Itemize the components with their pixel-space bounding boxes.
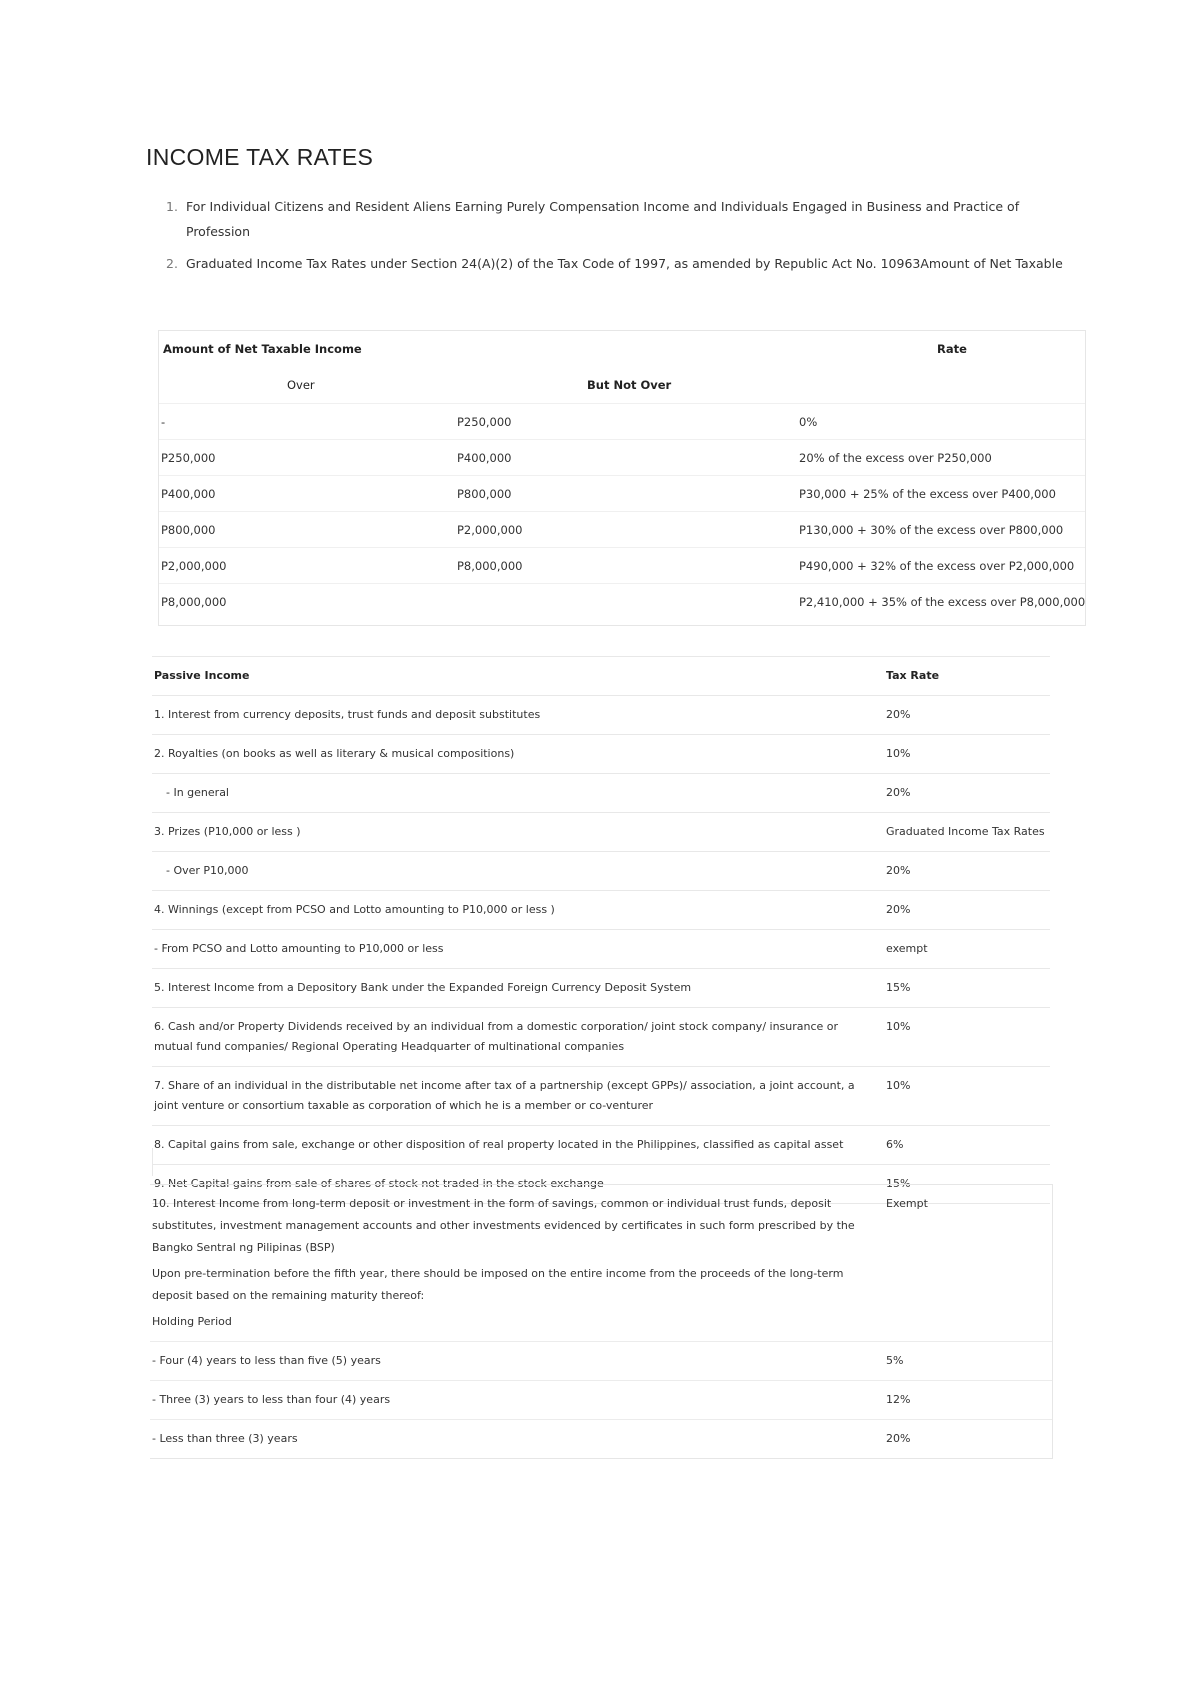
divider bbox=[152, 1148, 153, 1176]
cell-over: - bbox=[161, 415, 166, 429]
cell-rate: 20% bbox=[886, 786, 911, 799]
header-over: Over bbox=[287, 378, 315, 392]
table-row bbox=[150, 1420, 1052, 1458]
cell-over: P8,000,000 bbox=[161, 595, 227, 609]
cell-rate: P130,000 + 30% of the excess over P800,000 bbox=[799, 523, 1064, 537]
cell-rate: P490,000 + 32% of the excess over P2,000,000 bbox=[799, 559, 1075, 573]
intro-item-text: Graduated Income Tax Rates under Section 24(A)(2) of the Tax Code of 1997, as amended by Republic Act No. 10963Amount of Net Taxable bbox=[186, 256, 1063, 271]
table-row bbox=[152, 1125, 1050, 1164]
table-row bbox=[152, 1066, 1050, 1125]
intro-item bbox=[166, 251, 1066, 276]
cell-desc: - From PCSO and Lotto amounting to P10,000 or less bbox=[154, 942, 444, 955]
cell-desc: - In general bbox=[166, 786, 229, 799]
cell-desc: - Less than three (3) years bbox=[152, 1432, 298, 1445]
intro-item bbox=[166, 194, 1066, 244]
intro-list bbox=[166, 194, 1066, 283]
cell-rate: P30,000 + 25% of the excess over P400,000 bbox=[799, 487, 1056, 501]
page-title: INCOME TAX RATES bbox=[146, 144, 374, 170]
cell-desc bbox=[150, 1185, 880, 1341]
table-row bbox=[152, 968, 1050, 1007]
table-row bbox=[159, 475, 1085, 512]
cell-rate: 20% of the excess over P250,000 bbox=[799, 451, 992, 465]
cell-rate: 5% bbox=[886, 1354, 904, 1367]
table-row bbox=[152, 851, 1050, 890]
passive-income-table bbox=[152, 656, 1050, 1204]
cell-rate: 10% bbox=[886, 1079, 911, 1092]
cell-rate: 20% bbox=[886, 903, 911, 916]
table-header-row bbox=[152, 656, 1050, 695]
cell-over: P250,000 bbox=[161, 451, 216, 465]
header-not-over: But Not Over bbox=[587, 378, 672, 392]
cell-desc: 1. Interest from currency deposits, trust funds and deposit substitutes bbox=[154, 708, 541, 721]
header-tax-rate: Tax Rate bbox=[886, 669, 940, 682]
cell-rate: Exempt bbox=[886, 1197, 928, 1210]
intro-item-text: For Individual Citizens and Resident Aliens Earning Purely Compensation Income and Individuals Engaged in Business and Practice of Profession bbox=[186, 199, 1020, 239]
cell-rate: P2,410,000 + 35% of the excess over P8,000,000 bbox=[799, 595, 1086, 609]
header-rate: Rate bbox=[937, 342, 967, 356]
cell-desc: - Three (3) years to less than four (4) years bbox=[152, 1393, 391, 1406]
cell-desc: - Four (4) years to less than five (5) years bbox=[152, 1354, 381, 1367]
table-row bbox=[152, 812, 1050, 851]
graduated-tax-table bbox=[158, 330, 1086, 626]
cell-desc: 4. Winnings (except from PCSO and Lotto amounting to P10,000 or less ) bbox=[154, 903, 555, 916]
cell-rate: 20% bbox=[886, 708, 911, 721]
cell-rate: 10% bbox=[886, 747, 911, 760]
table-row bbox=[152, 890, 1050, 929]
table-header-row bbox=[159, 331, 1085, 367]
header-amount: Amount of Net Taxable Income bbox=[163, 342, 362, 356]
intro-item-number: 2. bbox=[166, 256, 178, 271]
cell-rate: Graduated Income Tax Rates bbox=[886, 825, 1045, 838]
cell-rate: 20% bbox=[886, 1432, 911, 1445]
table-row bbox=[152, 773, 1050, 812]
cell-desc: 7. Share of an individual in the distributable net income after tax of a partnership (except GPPs)/ association, a joint account, a joint venture or consortium taxable as corporation of which he is a member or co-venturer bbox=[154, 1079, 855, 1112]
cell-rate: exempt bbox=[886, 942, 928, 955]
cell-not-over: P400,000 bbox=[457, 451, 512, 465]
table-row bbox=[150, 1185, 1052, 1342]
table-row bbox=[159, 403, 1085, 440]
cell-desc: 6. Cash and/or Property Dividends received by an individual from a domestic corporation/ joint stock company/ insurance or mutual fund companies/ Regional Operating Headquarter of multinational companies bbox=[154, 1020, 839, 1053]
cell-desc: 3. Prizes (P10,000 or less ) bbox=[154, 825, 301, 838]
cell-rate: 15% bbox=[886, 1177, 911, 1190]
cell-desc: 9. Net Capital gains from sale of shares of stock not traded in the stock exchange bbox=[154, 1177, 604, 1190]
cell-over: P800,000 bbox=[161, 523, 216, 537]
cell-desc: - Over P10,000 bbox=[166, 864, 249, 877]
item-text: 10. Interest Income from long-term deposit or investment in the form of savings, common or individual trust funds, deposit substitutes, investment management accounts and other investments evidenced by certificates in such form prescribed by the Bangko Sentral ng Pilipinas (BSP) bbox=[152, 1197, 855, 1254]
table-row bbox=[159, 511, 1085, 548]
intro-item-number: 1. bbox=[166, 199, 178, 214]
table-row bbox=[152, 734, 1050, 773]
cell-rate: 10% bbox=[886, 1020, 911, 1033]
table-row bbox=[159, 439, 1085, 476]
table-row bbox=[159, 547, 1085, 584]
cell-desc: 8. Capital gains from sale, exchange or other disposition of real property located in the Philippines, classified as capital asset bbox=[154, 1138, 844, 1151]
long-term-deposit-table bbox=[150, 1184, 1053, 1459]
table-row bbox=[150, 1381, 1052, 1420]
table-row bbox=[150, 1342, 1052, 1381]
cell-rate: 20% bbox=[886, 864, 911, 877]
cell-rate: 12% bbox=[886, 1393, 911, 1406]
cell-rate: 0% bbox=[799, 415, 818, 429]
cell-over: P400,000 bbox=[161, 487, 216, 501]
cell-rate: 15% bbox=[886, 981, 911, 994]
cell-not-over: P2,000,000 bbox=[457, 523, 523, 537]
cell-not-over: P8,000,000 bbox=[457, 559, 523, 573]
cell-desc: 2. Royalties (on books as well as literary & musical compositions) bbox=[154, 747, 515, 760]
pretermination-note: Upon pre-termination before the fifth year, there should be imposed on the entire income from the proceeds of the long-term deposit based on the remaining maturity thereof: bbox=[152, 1267, 844, 1302]
cell-not-over: P800,000 bbox=[457, 487, 512, 501]
holding-period-label: Holding Period bbox=[152, 1315, 232, 1328]
cell-desc: 5. Interest Income from a Depository Bank under the Expanded Foreign Currency Deposit System bbox=[154, 981, 692, 994]
table-row bbox=[152, 1007, 1050, 1066]
table-row bbox=[159, 583, 1085, 620]
cell-over: P2,000,000 bbox=[161, 559, 227, 573]
table-row bbox=[152, 929, 1050, 968]
table-row bbox=[152, 695, 1050, 734]
cell-rate: 6% bbox=[886, 1138, 904, 1151]
cell-not-over: P250,000 bbox=[457, 415, 512, 429]
header-passive-income: Passive Income bbox=[154, 669, 250, 682]
table-subheader-row bbox=[159, 367, 1085, 403]
